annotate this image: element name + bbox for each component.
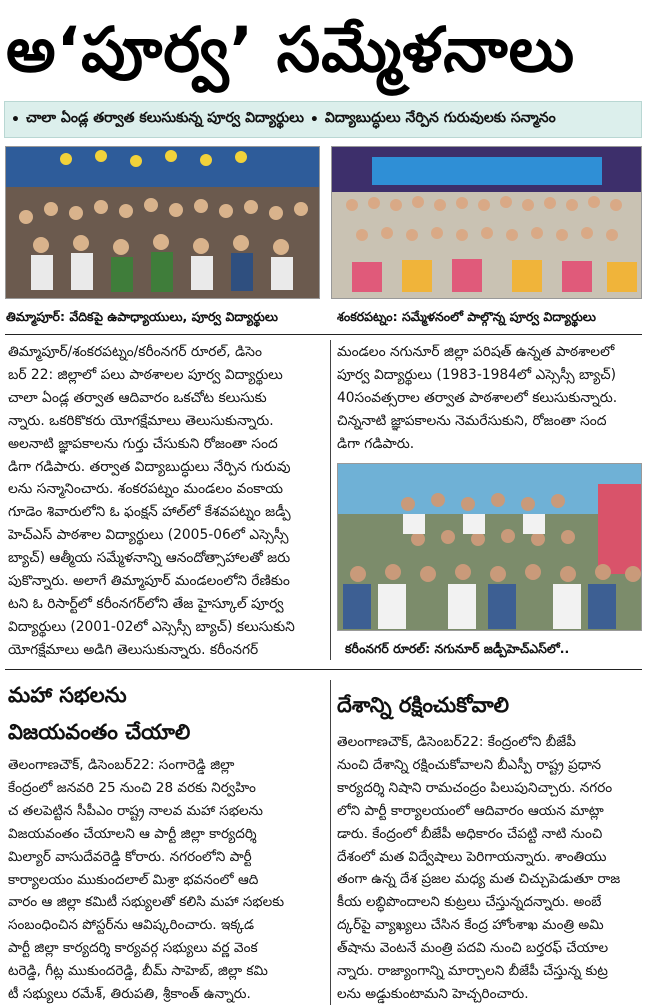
subhead-1: చాలా ఏండ్ల తర్వాత కలుసుకున్న పూర్వ విద్యార్థులు (25, 110, 304, 126)
left-article-title-1: మహా సభలను (8, 683, 127, 707)
right-article-title: దేశాన్ని రక్షించుకోవాలి (337, 693, 509, 717)
subhead-bar (4, 101, 642, 138)
right-article-body: తెలంగాణచౌక్, డిసెంబర్22: కేంద్రంలోని బీజేపీ నుంచి దేశాన్ని రక్షించుకోవాలని బీఎస్పీ రాష్ట్ర ప్రధాన కార్యదర్శి నిషాని రామచంద్రం పిలుపునిచ్చారు. నగరం లోని పార్టీ కార్యాలయంలో ఆదివారం ఆయన మాట్లా డారు. కేంద్రంలో బీజేపీ అధికారం చేపట్టి నాటి నుంచి దేశంలో మత విద్వేషాలు పెరిగాయన్నారు. శాంతియు తంగా ఉన్న దేశ ప్రజల మధ్య మత చిచ్చుపెడుతూ రాజ కీయ లబ్ధిపొందాలని కుట్రలు చేస్తున్నదన్నారు. అంబే ద్కర్‌పై వ్యాఖ్యలు చేసిన కేంద్ర హోంశాఖ మంత్రి అమి త్‌షాను వెంటనే మంత్రి పదవి నుంచి బర్తరఫ్ చేయాల న్నారు. రాజ్యాంగాన్ని మార్చాలని బీజేపీ చేస్తున్న కుట్ర లను అడ్డుకుంటామని హెచ్చరించారు. (337, 734, 621, 1002)
caption-middle: కరీంనగర్ రూరల్: నగునూర్ జడ్పీహెచ్ఎస్‌లో.. (345, 641, 570, 656)
bullet-icon: • (309, 111, 319, 128)
column-divider (330, 340, 331, 660)
caption-right: శంకరపట్నం: సమ్మేళనంలో పాల్గొన్న పూర్వ విద్యార్థులు (337, 309, 596, 324)
main-article-col1: తిమ్మాపూర్/శంకరపట్నం/కరీంనగర్ రూరల్, డిసెం బర్ 22: జిల్లాలో పలు పాఠశాలల పూర్వ విద్యార్థులు చాలా ఏండ్ల తర్వాత ఆదివారం ఒకచోట కలుసుకు న్నారు. ఒకరికొకరు యోగక్షేమాలు తెలుసుకున్నారు. అలనాటి జ్ఞాపకాలను గుర్తు చేసుకుని రోజంతా సంద డిగా గడిపారు. తర్వాత విద్యాబుద్ధులు నేర్పిన గురువు లను సన్మానించారు. శంకరపట్నం మండలం వంకాయ గూడెం శివారులోని ఓ ఫంక్షన్ హాల్‌లో కేశవపట్నం జడ్పీ హెచ్ఎస్ పాఠశాల విద్యార్థులు (2005-06లో ఎస్సెస్సీ బ్యాచ్) ఆత్మీయ సమ్మేళనాన్ని ఆనందోత్సాహాలతో జరు పుకొన్నారు. అలాగే తిమ్మాపూర్ మండలంలోని రేణికుం టని ఓ రిసార్ట్‌లో కరీంనగర్‌లోని తేజ హైస్కూల్ పూర్వ విద్యార్థులు (2001-02లో ఎస్సెస్సీ బ్యాచ్) కలుసుకుని యోగక్షేమాలు అడిగి తెలుసుకున్నారు. కరీంనగర్ (8, 344, 295, 658)
main-article-col2: మండలం నగునూర్ జిల్లా పరిషత్ ఉన్నత పాఠశాలలో పూర్వ విద్యార్థులు (1983-1984లో ఎస్సెస్సీ బ్యాచ్) 40సంవత్సరాల తర్వాత పాఠశాలలో కలుసుకున్నారు. చిన్ననాటి జ్ఞాపకాలను నెమరేసుకుని, రోజంతా సంద డిగా గడిపారు. (337, 344, 618, 452)
caption-left: తిమ్మాపూర్: వేదికపై ఉపాధ్యాయులు, పూర్వ విద్యార్థులు (6, 309, 279, 324)
photo-timmapur (5, 146, 320, 299)
subhead-2: విద్యాబుద్ధులు నేర్పిన గురువులకు సన్మానం (324, 110, 556, 126)
headline: అ‘పూర్వ’ సమ్మేళనాలు (6, 13, 576, 86)
divider-middle (5, 669, 642, 670)
column-divider-bottom (330, 680, 331, 1005)
left-article-title-2: విజయవంతం చేయాలి (8, 720, 191, 744)
left-article-body: తెలంగాణచౌక్, డిసెంబర్22: సంగారెడ్డి జిల్లా కేంద్రంలో జనవరి 25 నుంచి 28 వరకు నిర్వహిం చ తలపెట్టిన సీపీఎం రాష్ట్ర నాలవ మహా సభలను విజయవంతం చేయాలని ఆ పార్టీ జిల్లా కార్యదర్శి మిల్యార్ వాసుదేవరెడ్డి కోరారు. నగరంలోని పార్టీ కార్యాలయం ముకుందలాల్ మిశ్రా భవనంలో ఆది వారం ఆ జిల్లా కమిటీ సభ్యులతో కలిసి మహా సభలకు సంబంధించిన పోస్టర్‌ను ఆవిష్కరించారు. ఇక్కడ పార్టీ జిల్లా కార్యదర్శి కార్యవర్గ సభ్యులు వర్ణ వెంక టరెడ్డి, గీట్ల ముకుందరెడ్డి, బీమ్ సాహెబ్, జిల్లా కమి టీ సభ్యులు రమేశ్, తిరుపతి, శ్రీకాంత్ ఉన్నారు. (8, 757, 285, 1003)
divider-top (5, 334, 642, 335)
bullet-icon: • (11, 111, 20, 128)
photo-karimnagar-rural (337, 463, 642, 631)
photo-shankarapatnam (331, 146, 642, 299)
